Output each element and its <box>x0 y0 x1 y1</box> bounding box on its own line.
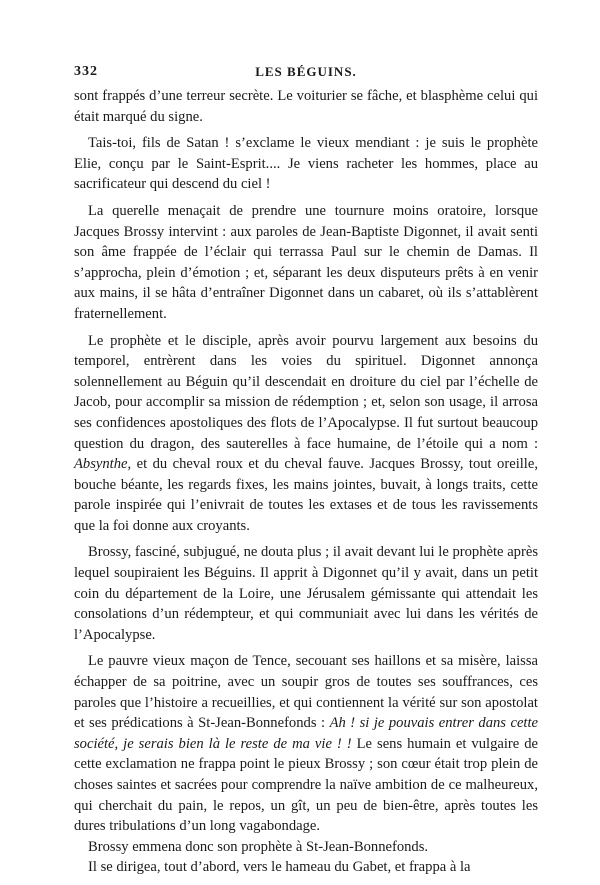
paragraph-8: Il se dirigea, tout d’abord, vers le hameau du Gabet, et frappa à la <box>88 859 471 876</box>
page-number: 332 <box>74 64 98 79</box>
paragraph-6-part-2: Le sens humain et vulgaire de cette exclamation ne frappa point le pieux Brossy ; son cœur était trop plein de choses saintes et sacrées pour comprendre la naïve ambition de ce malheureux, qui cherchait du pain, le repos, un gît, un peu de bien-être, après toutes les dures tribulations d’un long vagabondage. <box>74 735 539 835</box>
paragraph-1: sont frappés d’une terreur secrète. Le voiturier se fâche, et blasphème celui qui était marqué du signe. <box>74 88 538 125</box>
running-title: LES BÉGUINS. <box>255 64 357 79</box>
paragraph-4-part-2: , et du cheval roux et du cheval fauve. Jacques Brossy, tout oreille, bouche béante, les regards fixes, les mains jointes, buvait, à longs traits, cette parole inspirée qui l’enivrait de toutes les extases et de tous les ravissements que la foi donne aux croyants. <box>74 456 538 534</box>
paragraph-6-part-1: Le pauvre vieux maçon de Tence, secouant ses haillons et sa misère, laissa échapper de sa poitrine, avec un soupir gros de toutes ses souffrances, ces paroles que l’histoire a recueillies, et qui contiennent la vérité sur son apostolat et ses prédications à St-Jean-Bonnefonds : <box>74 653 538 732</box>
page-header <box>74 64 538 86</box>
paragraph-3: La querelle menaçait de prendre une tournure moins oratoire, lorsque Jacques Brossy intervint : aux paroles de Jean-Baptiste Digonnet, il avait senti son âme frappée de l’éclair qui terrassa Paul sur le chemin de Damas. Il s’approcha, plein d’émotion ; et, séparant les deux disputeurs prêts à en venir aux mains, il se hâta d’entraîner Digonnet dans un cabaret, où ils s’attablèrent fraternellement. <box>74 202 538 322</box>
paragraph-4-part-1: Le prophète et le disciple, après avoir pourvu largement aux besoins du temporel, entrèrent dans les voies du spirituel. Digonnet annonça solennellement au Béguin qu’il descendait en droiture du ciel par l’échelle de Jacob, pour accomplir sa mission de rédemption ; et, selon son usage, il arrosa ses confidences apostoliques des flots de l’Apocalypse. Il fut surtout beaucoup question du dragon, des sauterelles à face humaine, de l’étoile qui a nom : <box>74 332 538 452</box>
paragraph-5: Brossy, fasciné, subjugué, ne douta plus ; il avait devant lui le prophète après lequel soupiraient les Béguins. Il apprit à Digonnet qu’il y avait, dans un petit coin du département de la Loire, une Jérusalem gémissante qui attendait les consolations d’un rédempteur, et qui communiait avec lui dans les vérités de l’Apocalypse. <box>74 544 538 643</box>
paragraph-4-italic: Absynthe <box>74 456 128 473</box>
paragraph-4 <box>74 331 538 537</box>
paragraph-6-italic: Ah ! si je pouvais entrer dans cette société, je serais bien là le reste de ma vie ! ! <box>74 715 539 752</box>
paragraph-7: Brossy emmena donc son prophète à St-Jean-Bonnefonds. <box>88 838 429 855</box>
body-text <box>74 86 538 878</box>
paragraph-2: Tais-toi, fils de Satan ! s’exclame le vieux mendiant : je suis le prophète Elie, conçu par le Saint-Esprit.... Je viens racheter les hommes, place au sacrificateur qui descend du ciel ! <box>74 135 538 193</box>
paragraph-6 <box>74 651 538 836</box>
